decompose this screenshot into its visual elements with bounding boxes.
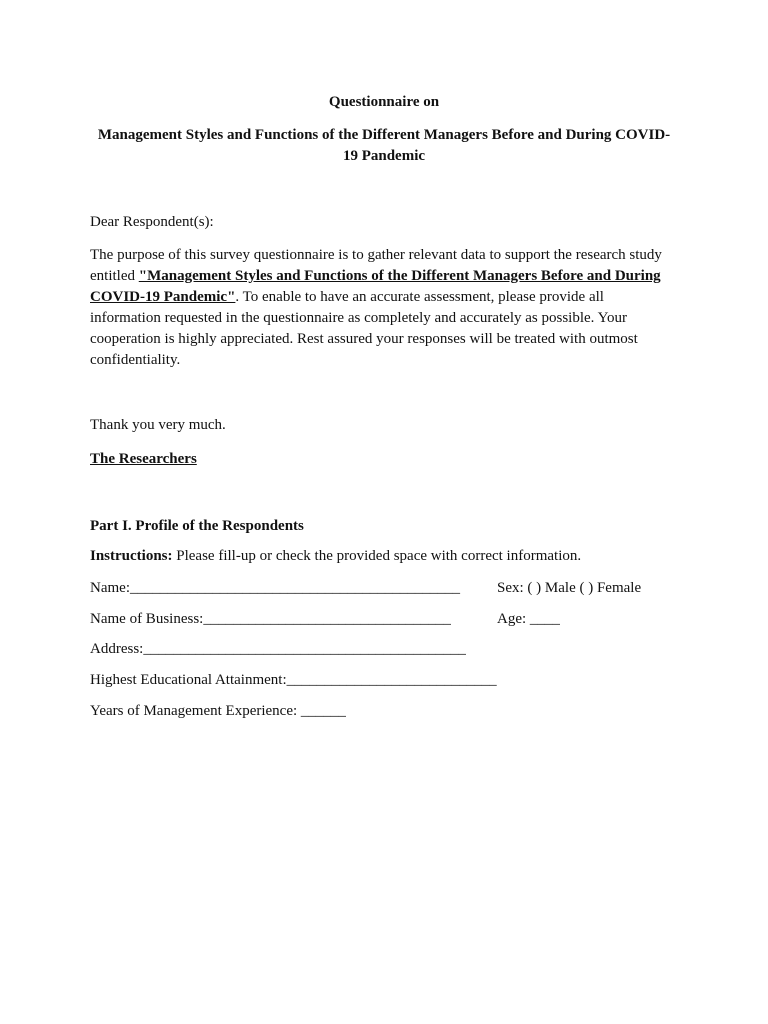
- study-title-part2: COVID-19 Pandemic": [90, 289, 236, 305]
- instructions: [90, 546, 581, 567]
- intro-line1: The purpose of this survey questionnaire is to gather relevant data to support the research study: [90, 247, 662, 263]
- document-title-line2: 19 Pandemic: [342, 148, 426, 164]
- document-heading: Questionnaire on: [328, 94, 440, 110]
- intro-line2: [90, 266, 678, 287]
- part1-heading: Part I. Profile of the Respondents: [90, 518, 304, 534]
- signature: The Researchers: [90, 451, 197, 467]
- name-field[interactable]: Name:____________________________________________: [90, 580, 460, 596]
- sex-field[interactable]: Sex: ( ) Male ( ) Female: [497, 580, 642, 596]
- salutation: Dear Respondent(s):: [90, 214, 214, 230]
- instructions-text: Please fill-up or check the provided space with correct information.: [172, 548, 582, 564]
- intro-entitled: entitled: [90, 268, 139, 284]
- intro-line3: [90, 287, 678, 308]
- thanks-text: Thank you very much.: [90, 417, 226, 433]
- address-field[interactable]: Address:___________________________________________: [90, 641, 466, 657]
- intro-line5: cooperation is highly appreciated. Rest assured your responses will be treated with outmost: [90, 331, 638, 347]
- intro-line4: information requested in the questionnaire as completely and accurately as possible. Your: [90, 310, 627, 326]
- education-field[interactable]: Highest Educational Attainment:____________________________: [90, 672, 497, 688]
- intro-line3-suffix: . To enable to have an accurate assessment, please provide all: [235, 289, 604, 305]
- age-field[interactable]: Age: ____: [497, 611, 560, 627]
- experience-field[interactable]: Years of Management Experience: ______: [90, 703, 346, 719]
- business-name-field[interactable]: Name of Business:_________________________________: [90, 611, 451, 627]
- study-title-part1: "Management Styles and Functions of the Different Managers Before and During: [138, 268, 661, 284]
- intro-line6: confidentiality.: [90, 352, 181, 368]
- instructions-label: Instructions:: [90, 548, 173, 564]
- document-title-line1: Management Styles and Functions of the Different Managers Before and During COVID-: [97, 127, 671, 143]
